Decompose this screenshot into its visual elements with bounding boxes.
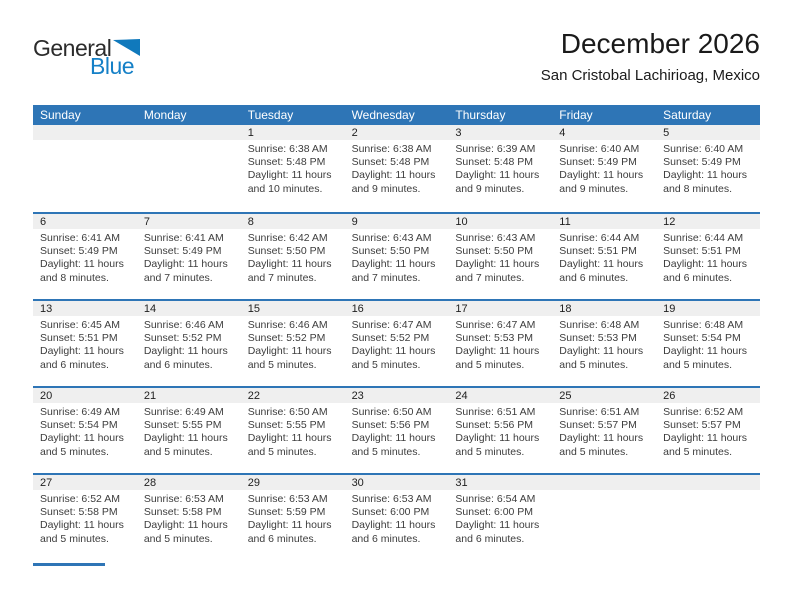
day-detail-line: Sunrise: 6:50 AM (351, 406, 432, 418)
day-detail-line: Sunset: 6:00 PM (455, 506, 534, 519)
day-detail-line: Daylight: 11 hours (247, 432, 332, 445)
day-number: 16 (345, 301, 449, 316)
weekday-header-tuesday: Tuesday (247, 108, 294, 122)
day-detail-line: and 5 minutes. (40, 532, 109, 545)
day-number: 11 (552, 214, 656, 229)
day-detail-line: Daylight: 11 hours (351, 345, 436, 358)
day-number: 17 (448, 301, 552, 316)
day-detail-line: and 5 minutes. (247, 358, 317, 371)
day-detail-line: and 6 minutes. (143, 358, 213, 371)
day-detail-line: and 10 minutes. (247, 182, 323, 195)
day-detail-line: Daylight: 11 hours (351, 432, 436, 445)
day-details (137, 140, 241, 143)
day-number: 19 (656, 301, 760, 316)
day-cell-20 (33, 388, 137, 473)
day-number (656, 475, 760, 490)
day-detail-line: Daylight: 11 hours (143, 432, 228, 445)
day-cell-5 (656, 125, 760, 212)
page-subtitle: San Cristobal Lachirioag, Mexico (540, 67, 760, 84)
day-details (241, 140, 345, 196)
day-detail-line: Daylight: 11 hours (40, 345, 124, 358)
day-detail-line: Sunset: 5:48 PM (351, 156, 430, 169)
day-cell-1 (241, 125, 345, 212)
day-detail-line: Sunrise: 6:52 AM (40, 493, 120, 505)
day-details (448, 316, 552, 372)
day-number: 29 (241, 475, 345, 490)
day-detail-line: Sunset: 5:58 PM (40, 506, 118, 519)
day-detail-line: Sunset: 5:51 PM (663, 245, 741, 258)
day-detail-line: Sunset: 5:57 PM (663, 419, 741, 432)
day-detail-line: and 5 minutes. (143, 445, 213, 458)
day-detail-line: Daylight: 11 hours (455, 169, 540, 182)
weekday-header-wednesday: Wednesday (351, 108, 415, 122)
day-detail-line: and 8 minutes. (40, 271, 109, 284)
day-detail-line: Daylight: 11 hours (40, 519, 124, 532)
day-details (241, 229, 345, 285)
day-detail-line: Sunrise: 6:48 AM (663, 319, 744, 331)
day-cell-empty (33, 125, 137, 212)
day-number (552, 475, 656, 490)
day-detail-line: and 5 minutes. (663, 445, 733, 458)
day-detail-line: Sunset: 5:51 PM (40, 332, 118, 345)
day-number: 10 (448, 214, 552, 229)
day-cell-28 (137, 475, 241, 560)
page-header (0, 0, 792, 105)
day-details (552, 316, 656, 372)
day-detail-line: Daylight: 11 hours (247, 258, 332, 271)
day-cell-25 (552, 388, 656, 473)
day-number: 12 (656, 214, 760, 229)
day-detail-line: Sunrise: 6:46 AM (247, 319, 328, 331)
day-detail-line: and 5 minutes. (351, 358, 421, 371)
day-details (448, 403, 552, 459)
day-number (137, 125, 241, 140)
day-detail-line: and 5 minutes. (455, 358, 525, 371)
day-detail-line: Sunrise: 6:47 AM (455, 319, 536, 331)
day-detail-line: and 5 minutes. (559, 445, 629, 458)
day-details (448, 140, 552, 196)
day-number: 25 (552, 388, 656, 403)
day-details (345, 229, 449, 285)
day-cell-8 (241, 214, 345, 299)
day-cell-7 (137, 214, 241, 299)
day-details (345, 140, 449, 196)
day-detail-line: and 6 minutes. (40, 358, 109, 371)
day-detail-line: Sunset: 5:50 PM (247, 245, 326, 258)
day-detail-line: Sunrise: 6:42 AM (247, 232, 328, 244)
weeks-container (33, 125, 760, 560)
day-detail-line: Sunset: 6:00 PM (351, 506, 430, 519)
day-cell-11 (552, 214, 656, 299)
day-detail-line: Sunrise: 6:38 AM (351, 143, 432, 155)
day-details (33, 403, 137, 459)
day-number: 8 (241, 214, 345, 229)
day-detail-line: Sunrise: 6:49 AM (40, 406, 120, 418)
day-detail-line: Daylight: 11 hours (455, 345, 540, 358)
week-row (33, 386, 760, 473)
day-number: 3 (448, 125, 552, 140)
day-detail-line: Daylight: 11 hours (143, 258, 228, 271)
day-number: 28 (137, 475, 241, 490)
day-number: 23 (345, 388, 449, 403)
weekday-header-monday: Monday (143, 108, 187, 122)
day-detail-line: Sunrise: 6:38 AM (247, 143, 328, 155)
day-details (656, 229, 760, 285)
day-number: 7 (137, 214, 241, 229)
day-detail-line: and 6 minutes. (455, 532, 525, 545)
day-detail-line: Sunset: 5:49 PM (559, 156, 637, 169)
day-cell-10 (448, 214, 552, 299)
day-detail-line: Sunset: 5:54 PM (663, 332, 741, 345)
day-detail-line: Sunset: 5:52 PM (351, 332, 430, 345)
day-details (345, 403, 449, 459)
day-detail-line: Daylight: 11 hours (455, 519, 540, 532)
day-detail-line: Sunrise: 6:52 AM (663, 406, 744, 418)
title-block (541, 28, 760, 84)
day-detail-line: Daylight: 11 hours (663, 258, 747, 271)
day-number: 24 (448, 388, 552, 403)
day-details (33, 140, 137, 143)
day-details (552, 490, 656, 493)
day-detail-line: Sunset: 5:59 PM (247, 506, 326, 519)
day-detail-line: Sunrise: 6:47 AM (351, 319, 432, 331)
day-detail-line: and 9 minutes. (351, 182, 421, 195)
day-detail-line: Sunrise: 6:53 AM (247, 493, 328, 505)
day-detail-line: Daylight: 11 hours (247, 519, 332, 532)
day-number: 2 (345, 125, 449, 140)
day-details (241, 316, 345, 372)
day-number: 27 (33, 475, 137, 490)
day-detail-line: Sunrise: 6:53 AM (351, 493, 432, 505)
day-detail-line: Sunrise: 6:51 AM (455, 406, 536, 418)
day-detail-line: and 5 minutes. (455, 445, 525, 458)
day-details (656, 140, 760, 196)
day-cell-26 (656, 388, 760, 473)
day-detail-line: Daylight: 11 hours (455, 432, 540, 445)
day-detail-line: Sunset: 5:49 PM (40, 245, 118, 258)
day-cell-24 (448, 388, 552, 473)
day-detail-line: and 5 minutes. (247, 445, 317, 458)
day-cell-empty (656, 475, 760, 560)
day-details (656, 403, 760, 459)
day-detail-line: Sunset: 5:54 PM (40, 419, 118, 432)
day-cell-15 (241, 301, 345, 386)
day-detail-line: Daylight: 11 hours (351, 519, 436, 532)
day-detail-line: Sunset: 5:58 PM (143, 506, 222, 519)
day-detail-line: and 7 minutes. (455, 271, 525, 284)
day-detail-line: Sunrise: 6:44 AM (663, 232, 744, 244)
day-detail-line: Sunset: 5:56 PM (351, 419, 430, 432)
week-row (33, 299, 760, 386)
day-cell-31 (448, 475, 552, 560)
day-details (137, 316, 241, 372)
day-detail-line: Daylight: 11 hours (663, 432, 747, 445)
day-detail-line: and 6 minutes. (351, 532, 421, 545)
day-number: 4 (552, 125, 656, 140)
day-number: 22 (241, 388, 345, 403)
day-detail-line: Sunset: 5:49 PM (143, 245, 222, 258)
day-detail-line: Daylight: 11 hours (663, 345, 747, 358)
day-number: 21 (137, 388, 241, 403)
day-details (137, 403, 241, 459)
day-detail-line: Sunset: 5:50 PM (351, 245, 430, 258)
day-details (345, 316, 449, 372)
day-detail-line: Sunset: 5:48 PM (455, 156, 534, 169)
day-detail-line: Sunset: 5:48 PM (247, 156, 326, 169)
day-cell-6 (33, 214, 137, 299)
day-detail-line: Sunrise: 6:41 AM (143, 232, 224, 244)
day-detail-line: Sunrise: 6:51 AM (559, 406, 640, 418)
day-detail-line: and 9 minutes. (559, 182, 629, 195)
day-details (656, 316, 760, 372)
day-details (345, 490, 449, 546)
day-detail-line: Sunset: 5:56 PM (455, 419, 534, 432)
day-cell-19 (656, 301, 760, 386)
day-detail-line: Daylight: 11 hours (559, 345, 644, 358)
day-details (448, 229, 552, 285)
day-detail-line: and 8 minutes. (663, 182, 733, 195)
day-detail-line: Sunset: 5:52 PM (247, 332, 326, 345)
day-details (241, 490, 345, 546)
weekday-header-saturday: Saturday (663, 108, 712, 122)
calendar-table (33, 105, 760, 566)
day-detail-line: and 5 minutes. (143, 532, 213, 545)
day-details (33, 490, 137, 546)
day-detail-line: Sunset: 5:51 PM (559, 245, 637, 258)
day-details (137, 490, 241, 546)
day-cell-3 (448, 125, 552, 212)
day-detail-line: Sunrise: 6:40 AM (663, 143, 744, 155)
day-detail-line: Sunset: 5:55 PM (143, 419, 222, 432)
day-cell-9 (345, 214, 449, 299)
day-details (552, 403, 656, 459)
day-cell-4 (552, 125, 656, 212)
day-cell-empty (552, 475, 656, 560)
day-number: 26 (656, 388, 760, 403)
day-detail-line: Sunrise: 6:48 AM (559, 319, 640, 331)
day-number: 1 (241, 125, 345, 140)
day-number: 14 (137, 301, 241, 316)
day-detail-line: Sunrise: 6:40 AM (559, 143, 640, 155)
day-cell-29 (241, 475, 345, 560)
day-details (33, 229, 137, 285)
day-details (552, 140, 656, 196)
day-number: 20 (33, 388, 137, 403)
logo-text-general: General (33, 35, 112, 61)
day-cell-12 (656, 214, 760, 299)
day-detail-line: Sunset: 5:49 PM (663, 156, 741, 169)
day-detail-line: and 7 minutes. (143, 271, 213, 284)
day-detail-line: and 5 minutes. (351, 445, 421, 458)
day-cell-16 (345, 301, 449, 386)
weekday-header-sunday: Sunday (40, 108, 81, 122)
day-details (137, 229, 241, 285)
weekday-header-thursday: Thursday (455, 108, 506, 122)
day-detail-line: Daylight: 11 hours (143, 519, 228, 532)
day-number: 6 (33, 214, 137, 229)
day-details (33, 316, 137, 372)
day-cell-27 (33, 475, 137, 560)
day-detail-line: Sunrise: 6:46 AM (143, 319, 224, 331)
day-detail-line: Sunrise: 6:43 AM (351, 232, 432, 244)
day-detail-line: Sunrise: 6:53 AM (143, 493, 224, 505)
day-detail-line: Sunrise: 6:43 AM (455, 232, 536, 244)
week-row (33, 212, 760, 299)
day-detail-line: Sunset: 5:50 PM (455, 245, 534, 258)
day-detail-line: Sunrise: 6:50 AM (247, 406, 328, 418)
day-number: 5 (656, 125, 760, 140)
day-detail-line: Daylight: 11 hours (351, 258, 436, 271)
weekday-header-row (33, 105, 760, 125)
day-detail-line: Sunrise: 6:41 AM (40, 232, 120, 244)
day-cell-22 (241, 388, 345, 473)
day-detail-line: and 5 minutes. (40, 445, 109, 458)
day-cell-17 (448, 301, 552, 386)
table-bottom-edge (33, 563, 105, 566)
day-number: 18 (552, 301, 656, 316)
day-detail-line: and 6 minutes. (247, 532, 317, 545)
week-row (33, 473, 760, 560)
day-detail-line: Sunrise: 6:49 AM (143, 406, 224, 418)
day-cell-30 (345, 475, 449, 560)
day-cell-18 (552, 301, 656, 386)
day-detail-line: Sunrise: 6:45 AM (40, 319, 120, 331)
day-cell-empty (137, 125, 241, 212)
day-cell-21 (137, 388, 241, 473)
day-cell-13 (33, 301, 137, 386)
day-detail-line: Daylight: 11 hours (663, 169, 747, 182)
day-detail-line: Daylight: 11 hours (247, 169, 332, 182)
day-cell-14 (137, 301, 241, 386)
day-detail-line: and 6 minutes. (663, 271, 733, 284)
weekday-header-friday: Friday (559, 108, 593, 122)
day-detail-line: Daylight: 11 hours (40, 258, 124, 271)
day-number: 30 (345, 475, 449, 490)
day-detail-line: Sunset: 5:57 PM (559, 419, 637, 432)
day-detail-line: Sunset: 5:52 PM (143, 332, 222, 345)
day-detail-line: Sunrise: 6:44 AM (559, 232, 640, 244)
day-detail-line: and 5 minutes. (559, 358, 629, 371)
page-title: December 2026 (560, 28, 760, 59)
day-detail-line: Sunset: 5:55 PM (247, 419, 326, 432)
day-detail-line: Sunrise: 6:39 AM (455, 143, 536, 155)
week-row (33, 125, 760, 212)
day-detail-line: Sunset: 5:53 PM (455, 332, 534, 345)
day-detail-line: and 5 minutes. (663, 358, 733, 371)
day-detail-line: Daylight: 11 hours (351, 169, 436, 182)
day-detail-line: Daylight: 11 hours (40, 432, 124, 445)
logo-text-blue: Blue (90, 53, 135, 79)
day-number: 9 (345, 214, 449, 229)
day-cell-2 (345, 125, 449, 212)
day-detail-line: Daylight: 11 hours (559, 258, 644, 271)
day-number: 31 (448, 475, 552, 490)
day-details (448, 490, 552, 546)
day-detail-line: Daylight: 11 hours (559, 432, 644, 445)
day-detail-line: Daylight: 11 hours (143, 345, 228, 358)
day-detail-line: and 9 minutes. (455, 182, 525, 195)
day-details (552, 229, 656, 285)
day-detail-line: Daylight: 11 hours (559, 169, 644, 182)
day-detail-line: and 7 minutes. (351, 271, 421, 284)
general-blue-logo (33, 37, 140, 78)
day-detail-line: and 6 minutes. (559, 271, 629, 284)
day-number: 15 (241, 301, 345, 316)
day-detail-line: Daylight: 11 hours (455, 258, 540, 271)
day-number: 13 (33, 301, 137, 316)
day-detail-line: Sunrise: 6:54 AM (455, 493, 536, 505)
day-detail-line: Daylight: 11 hours (247, 345, 332, 358)
day-number (33, 125, 137, 140)
day-details (656, 490, 760, 493)
day-detail-line: and 7 minutes. (247, 271, 317, 284)
day-cell-23 (345, 388, 449, 473)
day-detail-line: Sunset: 5:53 PM (559, 332, 637, 345)
day-details (241, 403, 345, 459)
